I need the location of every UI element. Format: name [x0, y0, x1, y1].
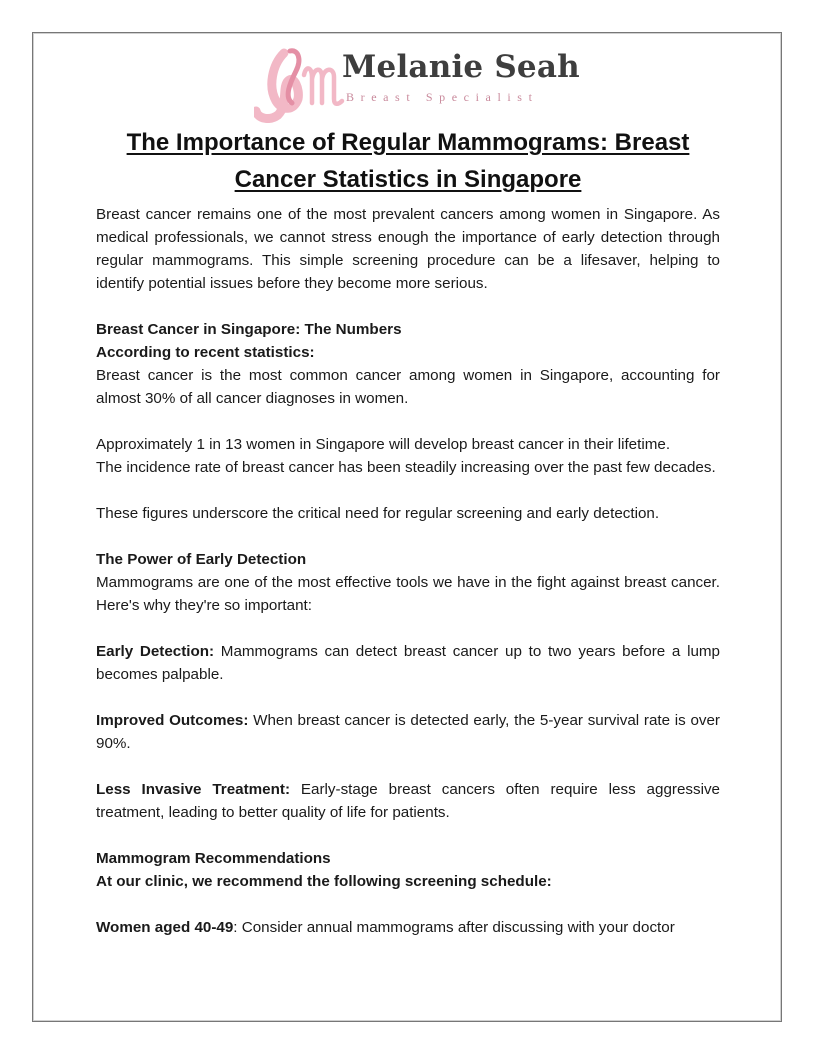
early-detection-intro: Mammograms are one of the most effective tools we have in the fight against breast cancer. Here's why they're so important: [96, 574, 720, 614]
recommendation-item [96, 916, 720, 939]
numbers-subheading: According to recent statistics: [96, 344, 315, 361]
summary-paragraph: These figures underscore the critical need for regular screening and early detection. [96, 505, 660, 522]
article-body [96, 203, 720, 939]
stat-paragraph: Approximately 1 in 13 women in Singapore will develop breast cancer in their lifetime. [96, 436, 671, 453]
benefit-text: Mammograms can detect breast cancer up to two years before a lump becomes palpable. [96, 643, 720, 683]
logo-tagline: Breast Specialist [346, 90, 539, 104]
benefit-text: When breast cancer is detected early, the 5-year survival rate is over 90%. [96, 712, 720, 752]
benefit-paragraph [96, 640, 720, 686]
intro-paragraph: Breast cancer remains one of the most prevalent cancers among women in Singapore. As medical professionals, we cannot stress enough the importance of early detection through regular mammograms. This simple screening procedure can be a lifesaver, helping to identify potential issues before they become more serious. [96, 206, 720, 292]
stat-paragraph: The incidence rate of breast cancer has been steadily increasing over the past few decades. [96, 459, 716, 476]
benefit-paragraph [96, 778, 720, 824]
stat-paragraph: Breast cancer is the most common cancer among women in Singapore, accounting for almost 30% of all cancer diagnoses in women. [96, 367, 720, 407]
numbers-heading: Breast Cancer in Singapore: The Numbers [96, 321, 402, 338]
benefit-paragraph [96, 709, 720, 755]
benefit-label: Less Invasive Treatment: [96, 781, 291, 798]
recommendations-heading: Mammogram Recommendations [96, 850, 331, 867]
recommendations-subheading: At our clinic, we recommend the following screening schedule: [96, 873, 552, 890]
recommendation-text: : Consider annual mammograms after discussing with your doctor [233, 919, 675, 936]
early-detection-heading: The Power of Early Detection [96, 551, 307, 568]
logo-name: Melanie Seah [342, 49, 580, 85]
logo [254, 45, 580, 123]
benefit-label: Improved Outcomes: [96, 712, 249, 729]
recommendation-label: Women aged 40-49 [96, 919, 234, 936]
ribbon-logo-icon [254, 45, 346, 123]
benefit-label: Early Detection: [96, 643, 215, 660]
benefit-text: Early-stage breast cancers often require less aggressive treatment, leading to better quality of life for patients. [96, 781, 721, 821]
page-title: The Importance of Regular Mammograms: Breast Cancer Statistics in Singapore [126, 129, 690, 193]
